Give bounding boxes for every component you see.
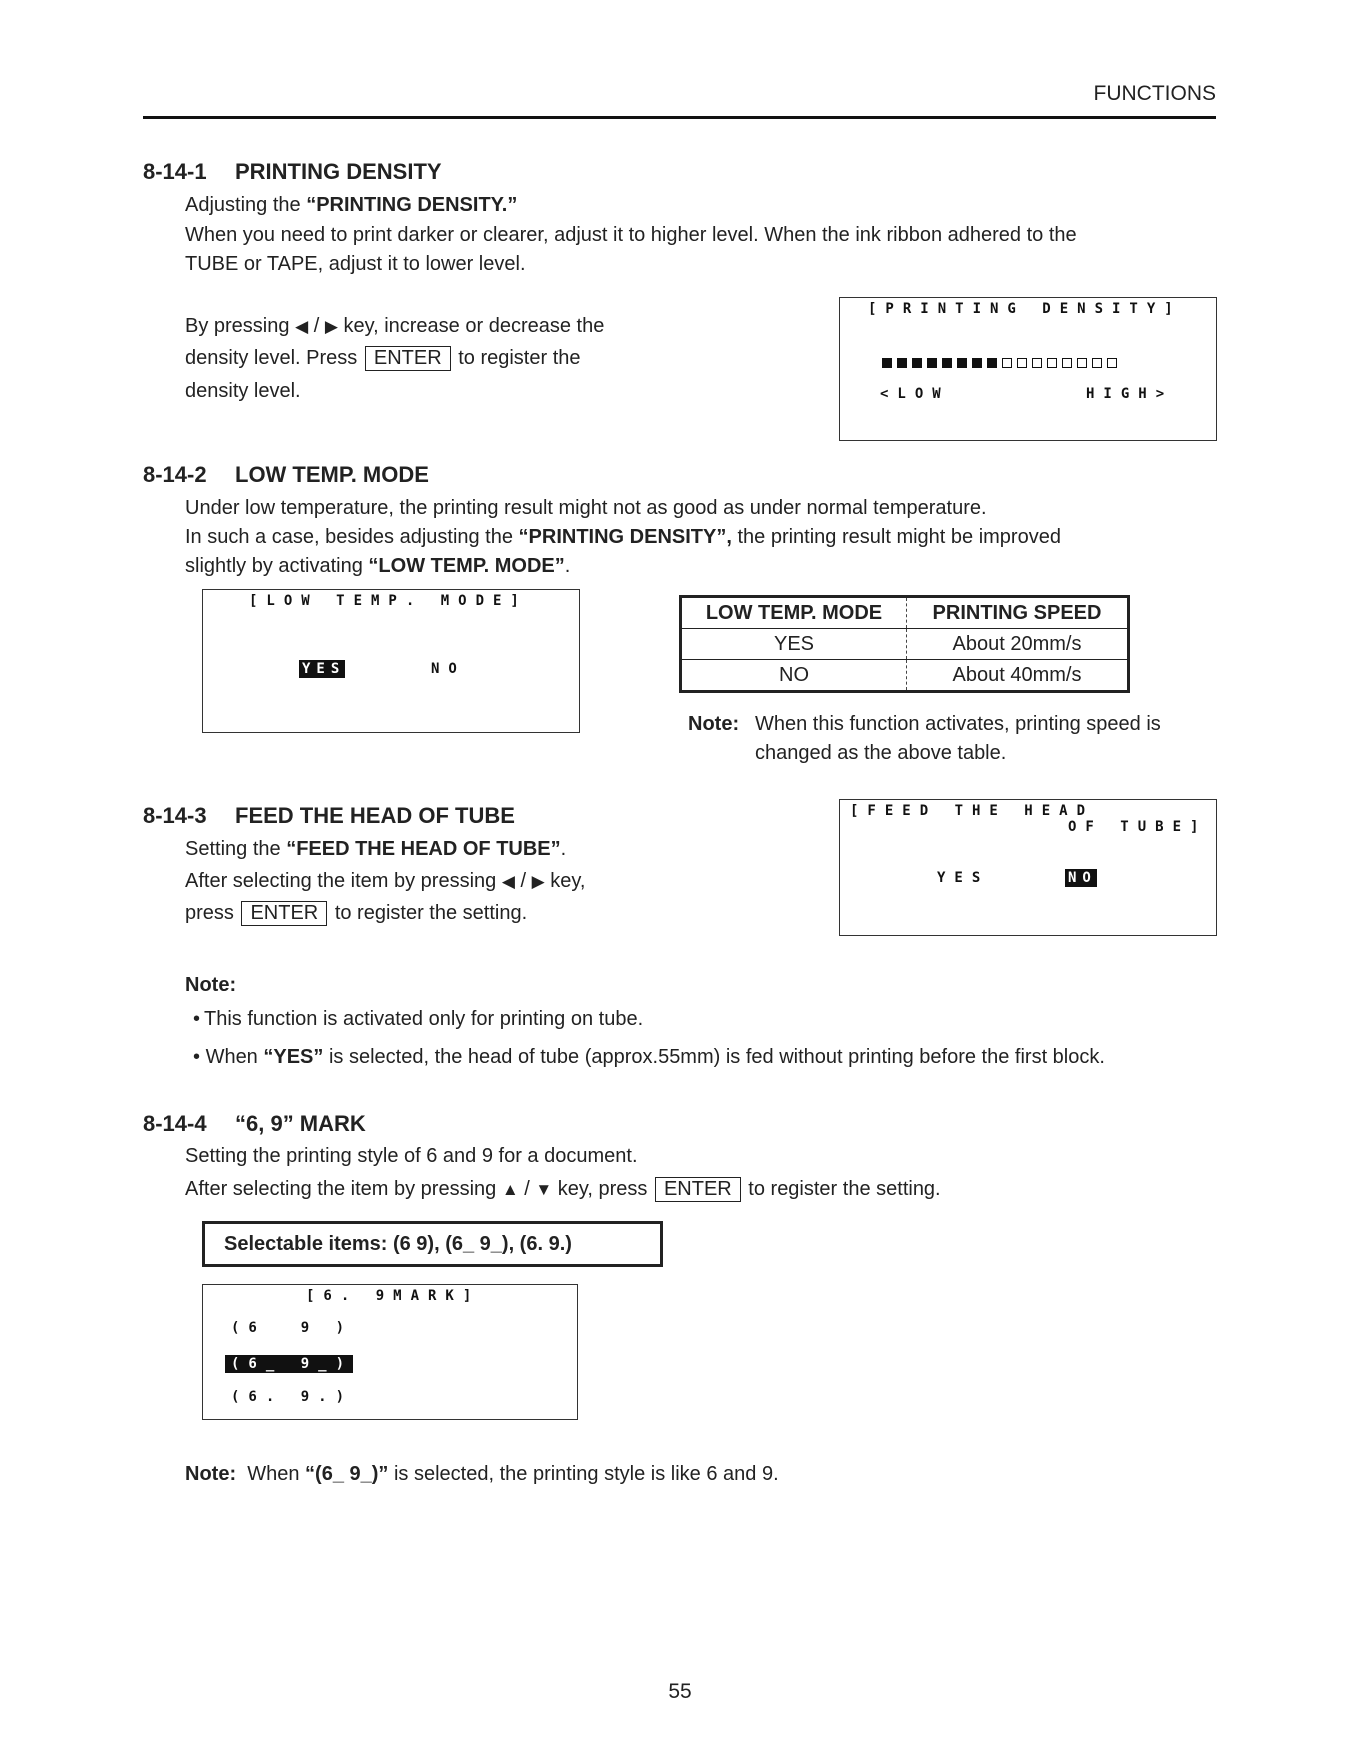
density-square-filled [882,358,892,368]
density-square-filled [912,358,922,368]
paragraph: After selecting the item by pressing ◀ / ▶ key, [185,870,586,892]
text: After selecting the item by pressing [185,1178,502,1200]
right-triangle-icon: ▶ [324,317,338,336]
down-triangle-icon: ▼ [535,1180,553,1199]
header-rule [143,116,1216,119]
density-square-empty [1092,358,1102,368]
bold-text: Note: [688,713,740,735]
table-cell: About 20mm/s [907,629,1129,660]
table-cell: About 40mm/s [952,663,1082,686]
section-title: LOW TEMP. MODE [235,462,429,487]
lcd-title-line1: [FEED THE HEAD [850,803,1095,819]
section-title: PRINTING DENSITY [235,159,442,184]
bullet-item: • When “YES” is selected, the head of tube (approx.55mm) is fed without printing before the first block. [193,1046,1105,1068]
section-heading-low-temp-mode [143,462,429,488]
text: key, increase or decrease the [337,315,605,337]
section-heading-6-9-mark [143,1111,366,1137]
lcd-option-yes: YES [937,870,990,886]
table-cell: NO [681,660,907,692]
paragraph: Setting the printing style of 6 and 9 for a document. [185,1145,638,1167]
paragraph: After selecting the item by pressing ▲ / ▼ key, press ENTER to register the setting. [185,1178,941,1200]
instruction-line: By pressing ◀ / ▶ key, increase or decrease the [185,315,605,337]
lcd-title-line2: OF TUBE] [1068,819,1208,835]
note-label [185,971,236,1000]
page-header-section: FUNCTIONS [1093,82,1216,105]
table-header: PRINTING SPEED [907,597,1129,629]
text: In such a case, besides adjusting the [185,526,519,548]
note-label: Note: [185,1463,237,1485]
text: By pressing [185,315,296,337]
density-square-empty [1032,358,1042,368]
lcd-feed-head-of-tube [839,799,1217,936]
density-square-empty [1047,358,1057,368]
text: press [185,902,240,924]
page-number: 55 [668,1680,692,1703]
density-square-filled [957,358,967,368]
density-square-empty [1017,358,1027,368]
density-square-empty [1002,358,1012,368]
table-row [681,629,1129,660]
paragraph [185,552,570,581]
bold-text: “LOW TEMP. MODE” [368,555,565,577]
instruction-line [185,344,581,373]
text: key, press [552,1178,653,1200]
paragraph [185,835,566,864]
density-square-filled [942,358,952,368]
paragraph: Under low temperature, the printing result might not as good as under normal temperature. [185,497,987,519]
lcd-option-no-selected: NO [1065,869,1097,887]
text: After selecting the item by pressing [185,870,502,892]
note-text: When this function activates, printing speed is [755,713,1161,735]
lcd-title: [LOW TEMP. MODE] [249,593,528,609]
bullet-item: • This function is activated only for printing on tube. [193,1005,643,1034]
left-triangle-icon: ◀ [295,317,309,336]
lcd-low-label: <LOW [880,386,950,402]
paragraph [185,523,1061,552]
text: key, [544,870,586,892]
density-square-empty [1107,358,1117,368]
text: density level. Press [185,347,363,369]
note-label [688,710,739,739]
text: Setting the [185,838,287,860]
text: . [564,555,571,577]
lcd-option-yes-selected: YES [299,660,345,678]
left-triangle-icon: ◀ [501,872,515,891]
bold-text: “YES” [263,1046,324,1068]
density-square-empty [1077,358,1087,368]
text: slightly by activating [185,555,369,577]
section-heading-feed-head-of-tube [143,803,515,829]
table-cell: YES [681,629,907,660]
instruction-line: density level. [185,380,301,402]
text: is selected, the head of tube (approx.55mm) is fed without printing before the first block. [323,1046,1105,1068]
paragraph: When you need to print darker or clearer, adjust it to higher level. When the ink ribbon adhered to the [185,224,1077,246]
printing-speed-table [679,595,1130,693]
table-header: LOW TEMP. MODE [681,597,907,629]
text: When [247,1463,306,1485]
section-title: FEED THE HEAD OF TUBE [235,803,515,828]
lcd-title: [6. 9MARK] [306,1288,481,1304]
table-row [681,660,1129,692]
text: to register the setting. [329,902,528,924]
section-number: 8-14-1 [143,159,207,184]
lcd-option-no: NO [431,661,466,677]
density-square-filled [987,358,997,368]
density-square-filled [897,358,907,368]
enter-key: ENTER [241,901,327,926]
selectable-items-box: Selectable items: (6 9), (6_ 9_), (6. 9.) [202,1221,663,1267]
bold-text: “FEED THE HEAD OF TUBE” [286,838,561,860]
enter-key: ENTER [365,346,451,371]
section-number: 8-14-4 [143,1111,207,1136]
lcd-option-6.-9.: (6. 9.) [231,1389,354,1405]
right-triangle-icon: ▶ [531,872,545,891]
text: the printing result might be improved [731,526,1061,548]
bold-text: “PRINTING DENSITY”, [518,526,732,548]
lcd-high-label: HIGH> [1086,386,1174,402]
enter-key: ENTER [655,1177,741,1202]
lcd-6-9-mark [202,1284,578,1420]
density-square-filled [927,358,937,368]
paragraph: TUBE or TAPE, adjust it to lower level. [185,253,526,275]
density-square-filled [972,358,982,368]
text: . [560,838,567,860]
lcd-option-6-9: (6 9 ) [231,1320,354,1336]
section-number: 8-14-3 [143,803,207,828]
section-title: “6, 9” MARK [235,1111,366,1136]
bold-text: “PRINTING DENSITY.” [306,194,518,216]
text: to register the setting. [742,1178,941,1200]
note-text: changed as the above table. [755,742,1007,764]
text: When [205,1046,264,1068]
text: is selected, the printing style is like 6 and 9. [388,1463,779,1485]
paragraph [185,899,527,928]
lcd-printing-density [839,297,1217,441]
density-level-bar [882,354,1122,372]
lcd-option-6_-9_-selected: (6_ 9_) [225,1355,353,1373]
note-line [185,1460,779,1489]
lcd-low-temp-mode [202,589,580,733]
bold-text: “(6_ 9_)” [305,1463,389,1485]
section-number: 8-14-2 [143,462,207,487]
section-heading-printing-density [143,159,442,185]
paragraph [185,191,517,220]
bold-text: Note: [185,974,237,996]
text: to register the [452,347,581,369]
density-square-empty [1062,358,1072,368]
text: Adjusting the [185,194,307,216]
lcd-title: [PRINTING DENSITY] [868,301,1182,317]
up-triangle-icon: ▲ [501,1180,519,1199]
